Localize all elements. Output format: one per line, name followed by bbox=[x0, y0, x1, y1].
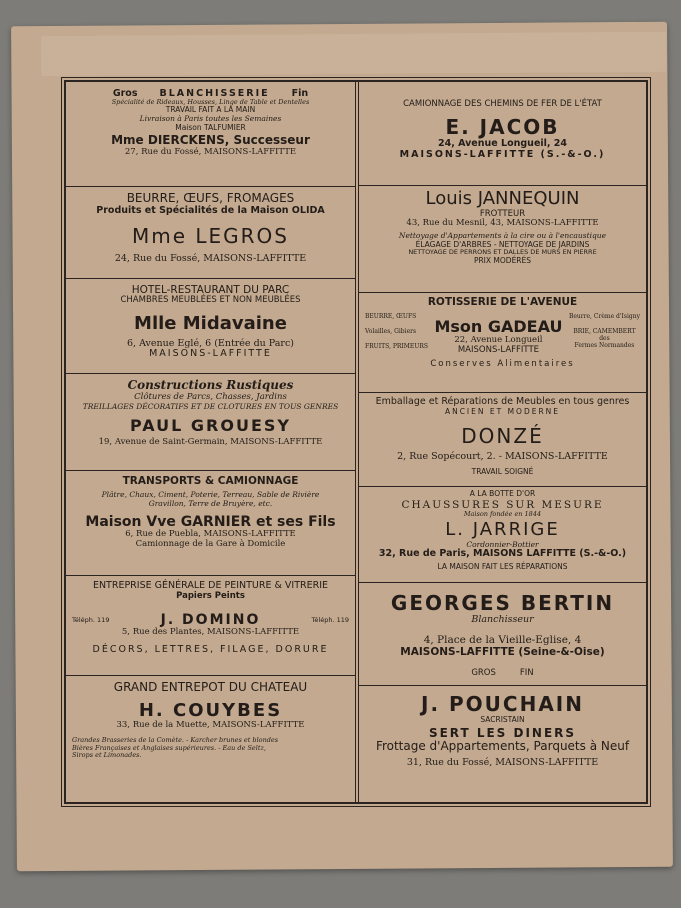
ad-line: Spécialité de Rideaux, Housses, Linge de Table et Dentelles bbox=[111, 98, 310, 106]
ad-name: E. JACOB bbox=[445, 114, 560, 139]
ad-address: MAISONS-LAFFITTE bbox=[149, 348, 272, 360]
ad-address: 19, Avenue de Saint-Germain, MAISONS-LAFFITTE bbox=[98, 436, 323, 447]
ad-domino bbox=[66, 575, 355, 676]
ad-line: TRAVAIL FAIT A LA MAIN bbox=[165, 105, 256, 115]
footer-right: FIN bbox=[519, 668, 534, 679]
ad-address: 22, Avenue Longueil bbox=[454, 335, 543, 346]
bertin-footer bbox=[359, 668, 646, 678]
ad-address: 33, Rue de la Muette, MAISONS-LAFFITTE bbox=[116, 720, 305, 731]
ad-line: Bières Françaises et Anglaises supérieures. - Eau de Seltz, bbox=[72, 743, 266, 752]
ad-line: NETTOYAGE DE PERRONS ET DALLES DE MURS EN PIERRE bbox=[408, 248, 597, 257]
ad-footer: Conserves Alimentaires bbox=[430, 358, 575, 369]
ad-jacob bbox=[359, 82, 646, 186]
ad-name: Maison Vve GARNIER et ses Fils bbox=[85, 514, 336, 531]
phone-right: Téléph. 119 bbox=[311, 615, 349, 624]
ad-title: BEURRE, ŒUFS, FROMAGES bbox=[126, 191, 295, 205]
ad-address: 27, Rue du Fossé, MAISONS-LAFFITTE bbox=[124, 147, 297, 158]
ad-title: ENTREPRISE GÉNÉRALE DE PEINTURE & VITRERIE bbox=[92, 580, 329, 591]
ad-line: ÉLAGAGE D'ARBRES - NETTOYAGE DE JARDINS bbox=[415, 239, 590, 249]
ad-line: TREILLAGES DÉCORATIFS ET DE CLOTURES EN TOUS GENRES bbox=[82, 401, 339, 411]
ad-name: H. COUYBES bbox=[138, 699, 283, 721]
product-text: BRIE, CAMEMBERT bbox=[573, 327, 636, 335]
ad-line: Nettoyage d'Appartements à la cire ou à l'encaustique bbox=[398, 231, 607, 241]
ad-line: SERT LES DINERS bbox=[428, 725, 577, 740]
ad-address: MAISONS-LAFFITTE (Seine-&-Oise) bbox=[400, 645, 605, 658]
ad-founded: Maison fondée en 1844 bbox=[463, 509, 542, 518]
ad-address: 6, Rue de Puebla, MAISONS-LAFFITTE bbox=[125, 529, 296, 540]
ad-address: 24, Rue du Fossé, MAISONS-LAFFITTE bbox=[114, 252, 307, 264]
ad-name: Mson GADEAU bbox=[434, 317, 563, 337]
ad-line: Livraison à Paris toutes les Semaines bbox=[139, 114, 282, 124]
ad-garnier bbox=[66, 470, 355, 576]
ad-line: A LA BOTTE D'OR bbox=[469, 489, 536, 498]
ad-title: BLANCHISSERIE bbox=[159, 88, 270, 99]
ad-name: J. DOMINO bbox=[160, 611, 261, 628]
ad-donze bbox=[359, 392, 646, 487]
ad-address: 24, Avenue Longueil, 24 bbox=[437, 137, 568, 149]
ad-line: Camionnage de la Gare à Domicile bbox=[135, 539, 286, 550]
ad-address: MAISONS-LAFFITTE bbox=[457, 345, 540, 356]
paper-edge bbox=[41, 32, 666, 76]
ad-subtitle: Papiers Peints bbox=[176, 590, 245, 601]
ad-footer: DÉCORS, LETTRES, FILAGE, DORURE bbox=[92, 644, 329, 656]
ad-line: Plâtre, Chaux, Ciment, Poterie, Terreau, Sable de Rivière bbox=[101, 490, 320, 500]
product-text: Volailles, Gibiers bbox=[365, 327, 417, 335]
ad-line: Grandes Brasseries de la Comète. - Karcher brunes et blondes bbox=[72, 736, 279, 745]
advertisement-page bbox=[64, 80, 648, 804]
ad-name: PAUL GROUESY bbox=[130, 416, 291, 436]
ad-grouesy bbox=[66, 373, 355, 471]
ad-bertin bbox=[359, 582, 646, 686]
ad-title: TRANSPORTS & CAMIONNAGE bbox=[122, 475, 299, 487]
ad-line: PRIX MODÉRÉS bbox=[473, 255, 532, 265]
ad-legros bbox=[66, 186, 355, 279]
left-products bbox=[365, 314, 428, 351]
ad-address: 43, Rue du Mesnil, 43, MAISONS-LAFFITTE bbox=[406, 218, 599, 229]
ad-address: 32, Rue de Paris, MAISONS LAFFITTE (S.-&-O.) bbox=[378, 548, 627, 560]
ad-gadeau bbox=[359, 292, 646, 393]
ad-role: Cordonnier-Bottier bbox=[466, 539, 539, 549]
ad-title: Constructions Rustiques bbox=[127, 378, 294, 392]
ad-title: CAMIONNAGE DES CHEMINS DE FER DE L'ÉTAT bbox=[403, 99, 602, 109]
ad-title: CHAUSSURES SUR MESURE bbox=[401, 498, 604, 511]
ad-name: Louis JANNEQUIN bbox=[425, 188, 580, 209]
ad-pouchain bbox=[359, 685, 646, 802]
header-right: Fin bbox=[291, 88, 309, 99]
ad-blanchisserie bbox=[66, 82, 355, 187]
ad-jarrige bbox=[359, 486, 646, 583]
ad-subtitle: ANCIEN ET MODERNE bbox=[444, 406, 561, 416]
product-text: Fermes Normandes bbox=[574, 341, 635, 349]
ad-address: 6, Avenue Eglé, 6 (Entrée du Parc) bbox=[126, 337, 294, 349]
product-text: FRUITS, PRIMEURS bbox=[365, 342, 428, 350]
ad-line: Sirops et Limonades. bbox=[72, 751, 142, 760]
ad-role: SACRISTAIN bbox=[480, 715, 525, 724]
ad-address: 2, Rue Sopécourt, 2. - MAISONS-LAFFITTE bbox=[397, 450, 608, 462]
left-column bbox=[66, 82, 356, 802]
ad-name: Mme DIERCKENS, Successeur bbox=[111, 133, 310, 148]
ad-name: J. POUCHAIN bbox=[421, 692, 584, 716]
ad-line: Clôtures de Parcs, Chasses, Jardins bbox=[134, 391, 287, 402]
ad-address: MAISONS-LAFFITTE (S.-&-O.) bbox=[399, 148, 606, 160]
ad-midavaine bbox=[66, 278, 355, 374]
ad-address: 31, Rue du Fossé, MAISONS-LAFFITTE bbox=[406, 757, 599, 769]
product-text: BEURRE, ŒUFS bbox=[365, 313, 417, 321]
ad-subtitle: Produits et Spécialités de la Maison OLIDA bbox=[96, 204, 325, 216]
header-left: Gros bbox=[112, 88, 138, 99]
ad-role: FROTTEUR bbox=[479, 208, 526, 219]
product-text: des bbox=[599, 334, 610, 342]
ad-line: Frottage d'Appartements, Parquets à Neuf bbox=[375, 739, 630, 754]
ad-name: GEORGES BERTIN bbox=[390, 591, 615, 615]
ad-couybes bbox=[66, 675, 355, 802]
ad-footer: LA MAISON FAIT LES RÉPARATIONS bbox=[437, 562, 568, 572]
ad-title: GRAND ENTREPOT DU CHATEAU bbox=[113, 680, 308, 694]
ad-subtitle: CHAMBRES MEUBLÉES ET NON MEUBLÉES bbox=[120, 295, 301, 306]
ad-jannequin bbox=[359, 185, 646, 293]
ad-address: 5, Rue des Plantes, MAISONS-LAFFITTE bbox=[121, 626, 300, 637]
ad-title: Emballage et Réparations de Meubles en tous genres bbox=[375, 396, 630, 407]
right-column bbox=[358, 82, 646, 802]
gadeau-center bbox=[434, 314, 562, 356]
product-text: Beurre, Crème d'Isigny bbox=[568, 313, 640, 321]
ad-address: 4, Place de la Vieille-Eglise, 4 bbox=[423, 633, 582, 646]
ad-line: Maison TALFUMIER bbox=[175, 122, 246, 132]
phone-left: Téléph. 119 bbox=[72, 615, 110, 624]
footer-left: GROS bbox=[471, 668, 496, 679]
ad-title: HOTEL-RESTAURANT DU PARC bbox=[131, 284, 290, 296]
right-products bbox=[569, 314, 640, 350]
ad-title: ROTISSERIE DE L'AVENUE bbox=[427, 296, 578, 308]
ad-name: Mlle Midavaine bbox=[134, 312, 287, 334]
ad-name: Mme LEGROS bbox=[131, 223, 289, 248]
ad-line: Gravillon, Terre de Bruyère, etc. bbox=[148, 498, 273, 508]
ad-role: Blanchisseur bbox=[471, 614, 534, 625]
ad-name: L. JARRIGE bbox=[445, 519, 560, 541]
ad-name: DONZÉ bbox=[461, 423, 544, 448]
ad-footer: TRAVAIL SOIGNÉ bbox=[471, 467, 534, 477]
